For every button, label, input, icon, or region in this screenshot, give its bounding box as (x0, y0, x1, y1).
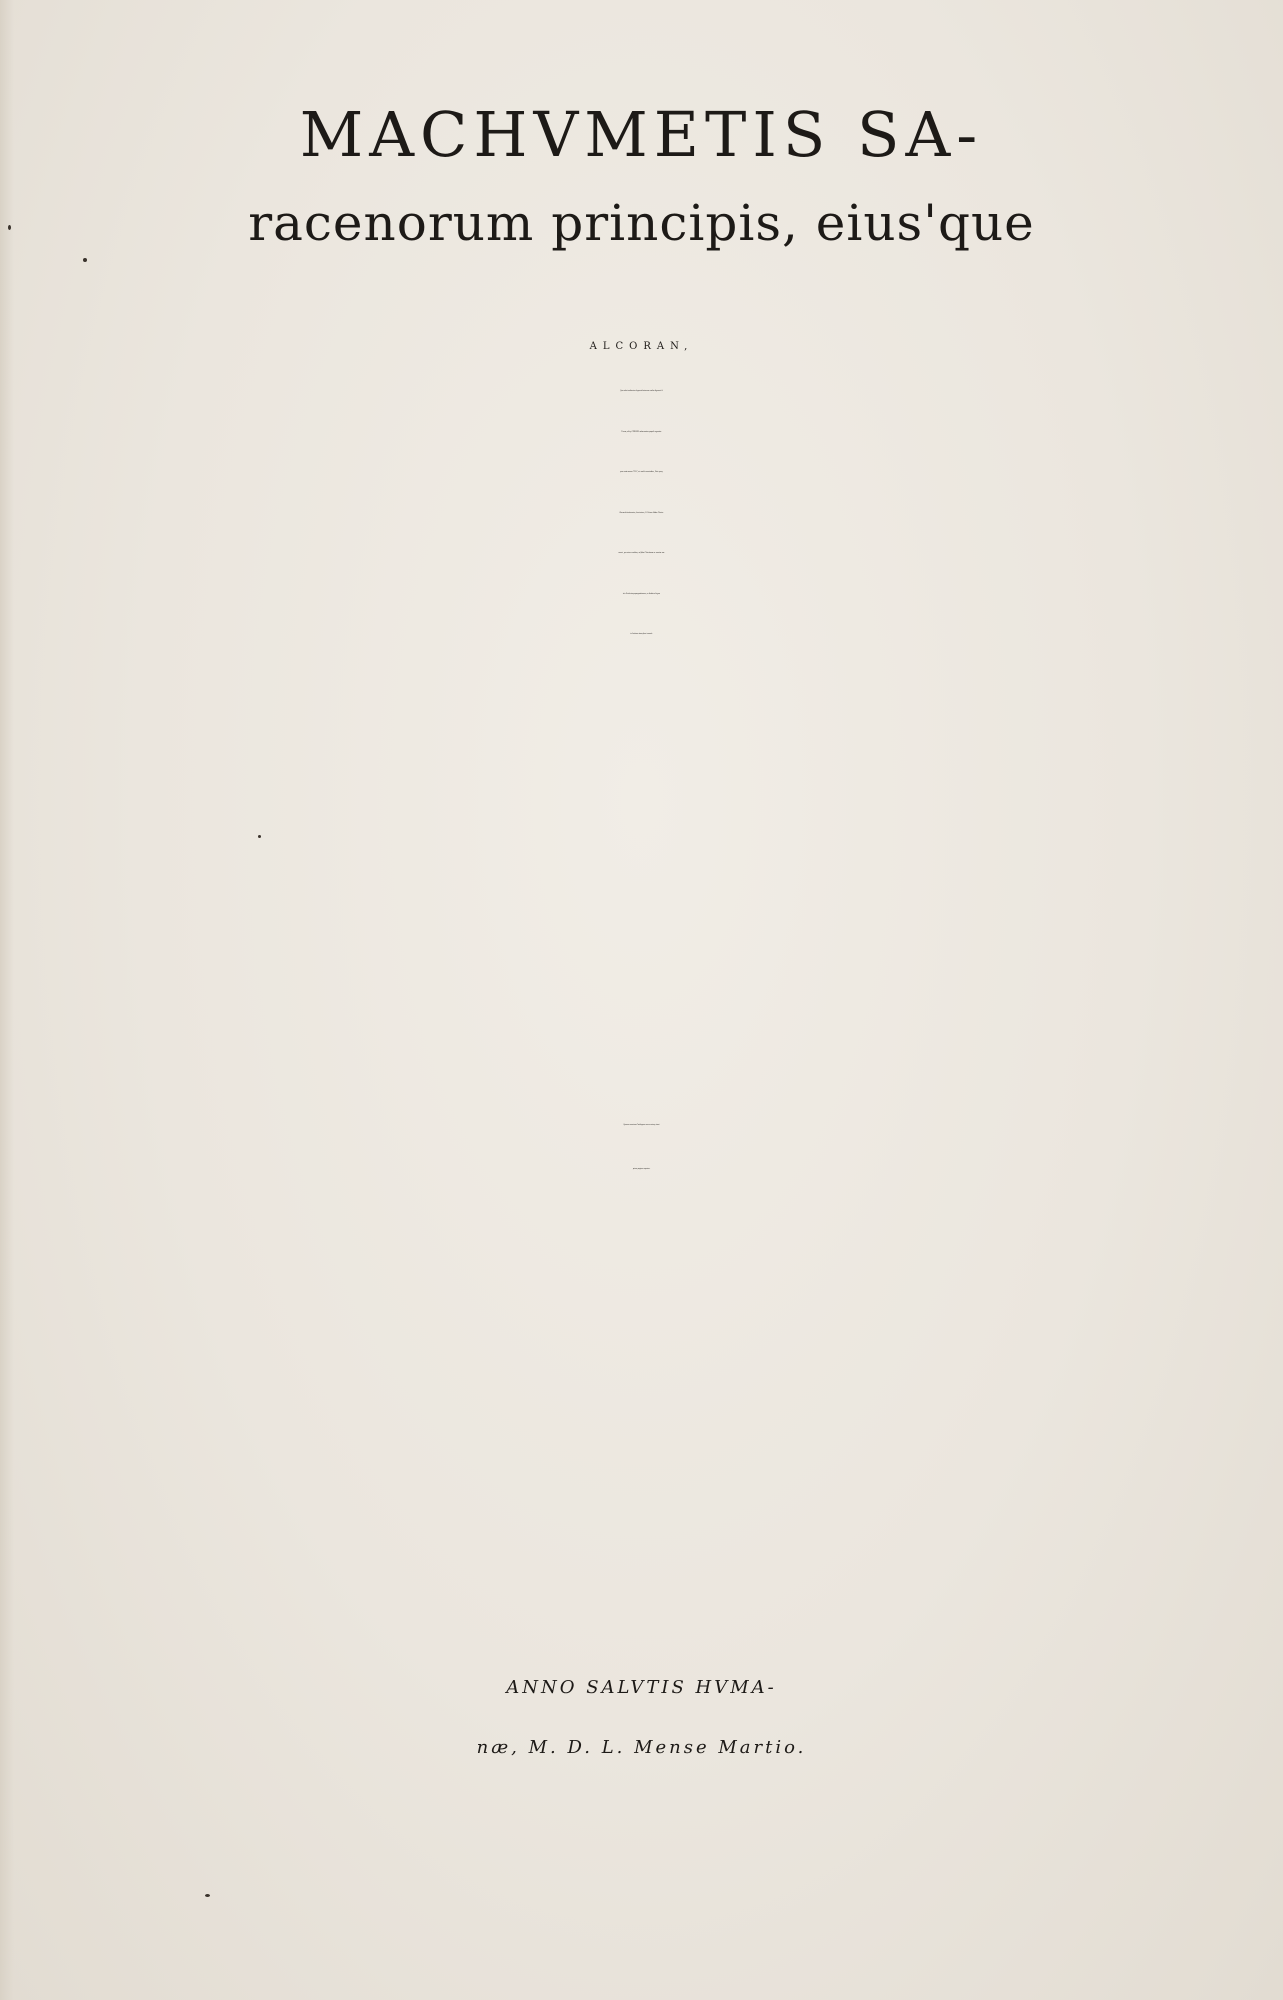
paragraph1-line: quæ ante annos CCCC, uir multis nominibus, Diui quoq; (620, 472, 663, 473)
catalogue-paragraph (0, 1104, 1283, 1192)
imprint-line: næ, M. D. L. Mense Martio. (476, 1737, 807, 1758)
title-text-4: ALCORAN, (589, 341, 694, 352)
paragraph5-line (0, 1314, 1283, 1344)
ink-speck (8, 225, 11, 230)
paragraph3-line (0, 1056, 1283, 1088)
paragraph1-line: Quo uelut authenico legum diuinarum codice Agareni & (620, 391, 663, 392)
imprint-date (0, 1658, 1283, 1778)
paragraph5-line (0, 1344, 1283, 1374)
paragraph3-line (0, 962, 1283, 994)
editor-paragraph (0, 1254, 1283, 1494)
confutations-paragraph (0, 686, 1283, 902)
paragraph2-line (0, 830, 1283, 866)
alcoran-heading (0, 322, 1283, 372)
subtitle-line (0, 275, 1283, 309)
title-text-3 (0, 275, 1283, 309)
paragraph3-line (0, 1025, 1283, 1057)
paragraph2-line (0, 686, 1283, 722)
paragraph3-line (0, 993, 1283, 1025)
paragraph3-line (0, 930, 1283, 962)
paragraph1-line: Bernardi testimonio, clarissimus, D. Petrus Abbas Clunia- (619, 512, 664, 514)
description-paragraph (0, 372, 1283, 656)
paragraph5-line (0, 1254, 1283, 1284)
paragraph2-line (0, 866, 1283, 902)
turcarum-paragraph (0, 930, 1283, 1088)
paragraph1-line: censis, per uiros eruditos, ad fidei Christianæ ac sanctæ ma- (618, 553, 665, 554)
paragraph4-line: prima pagina reperies. (632, 1169, 651, 1170)
paragraph1-line: tris Ecclesiæ propugnationem, ex Arabica lingua (622, 593, 661, 595)
ink-speck (83, 258, 87, 262)
paragraph1-line: in Latinam transferri curauit. (630, 634, 653, 635)
ink-speck (205, 1894, 210, 1897)
paragraph2-line (0, 722, 1283, 758)
paragraph4-line: Quorum omnium Catalogum uersa cuiusq; tomi (623, 1125, 660, 1126)
paragraph5-line (0, 1464, 1283, 1494)
paragraph5-line (0, 1374, 1283, 1404)
main-title-line-1 (0, 80, 1283, 190)
paragraph5-line (0, 1434, 1283, 1464)
title-text-2: racenorum principis, eius'que (248, 194, 1035, 252)
paragraph5-line (0, 1404, 1283, 1434)
title-text-1: MACHVMETIS SA- (299, 98, 984, 171)
main-title-line-2 (0, 175, 1283, 271)
paragraph2-line (0, 758, 1283, 794)
ink-speck (258, 835, 261, 838)
imprint-line: ANNO SALVTIS HVMA- (506, 1677, 777, 1698)
paragraph5-line (0, 1284, 1283, 1314)
paragraph2-line (0, 794, 1283, 830)
paragraph1-line: Turcæ, aliíq; CHRISTO aduersantes populi reguntur. (621, 431, 662, 433)
